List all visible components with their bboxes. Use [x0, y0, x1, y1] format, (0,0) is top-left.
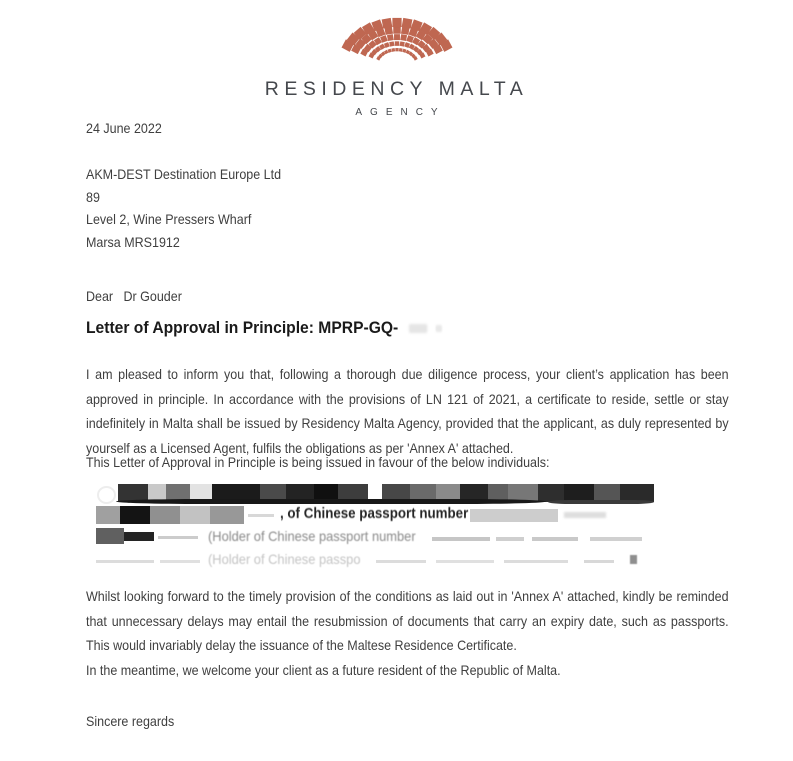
recipient-line: 89: [86, 188, 100, 205]
redaction-row-1: [96, 484, 662, 506]
recipient-line: Marsa MRS1912: [86, 233, 180, 250]
redaction-collage: [96, 483, 662, 575]
body-paragraph-1: I am pleased to inform you that, following a thorough due diligence process, your client’s application has been approved in principle. In accordance with the provisions of LN 121 of 2021, a certificate to reside, settle or stay indefinitely in Malta shall be issued by Residency Malta Agency, provided that the applicant, as duly represented by yourself as a Licensed Agent, fulfils the obligations as per 'Annex A' attached.: [86, 366, 729, 456]
body-paragraph-2: Whilst looking forward to the timely provision of the conditions as laid out in 'Annex A' attached, kindly be reminded that unnecessary delays may entail the resubmission of documents that carry an expiry date, such as passports. This would invariably delay the issuance of the Maltese Residence Certificate.: [86, 588, 729, 653]
letterhead: [0, 12, 793, 118]
residency-malta-fan-logo: [335, 12, 459, 66]
recipient-line: AKM-DEST Destination Europe Ltd: [86, 166, 282, 182]
brand-subtitle: AGENCY: [355, 107, 446, 118]
salutation: Dear Dr Gouder: [86, 288, 182, 304]
closing-line: In the meantime, we welcome your client as a future resident of the Republic of Malta.: [86, 662, 561, 678]
redaction-visible-text: (Holder of Chinese passport number: [208, 528, 416, 544]
redaction-visible-text: , of Chinese passport number: [280, 506, 469, 522]
redaction-row-3: [96, 528, 662, 548]
subject-text: Letter of Approval in Principle: MPRP-GQ-: [86, 318, 399, 337]
fan-squares: [341, 18, 452, 61]
subject-heading: [86, 318, 442, 338]
letter-date: 24 June 2022: [86, 120, 162, 136]
redacted-reference-smudge: [409, 324, 427, 333]
redaction-row-2: [96, 506, 662, 526]
brand-name: RESIDENCY MALTA: [264, 78, 529, 100]
individuals-intro: This Letter of Approval in Principle is being issued in favour of the below individuals:: [86, 454, 550, 470]
recipient-line: Level 2, Wine Pressers Wharf: [86, 211, 252, 227]
redaction-visible-text: (Holder of Chinese passpo: [208, 551, 361, 567]
recipient-address: [86, 167, 281, 257]
redacted-reference-smudge: [436, 325, 442, 332]
redaction-row-4: [96, 551, 662, 571]
signoff: Sincere regards: [86, 713, 175, 729]
